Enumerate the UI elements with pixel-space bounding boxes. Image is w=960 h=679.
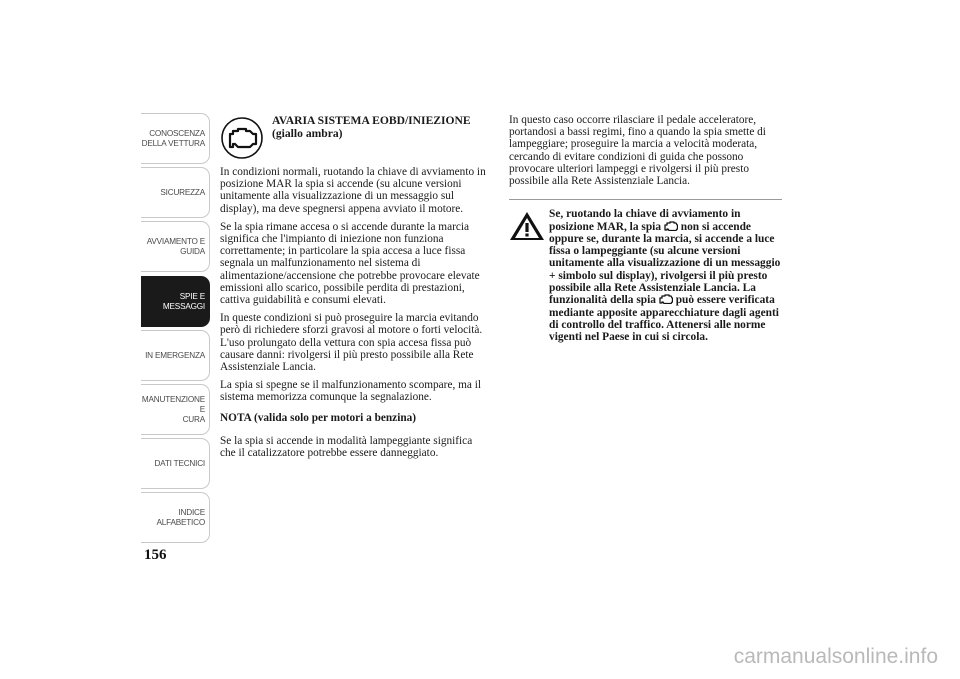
section-title bbox=[272, 114, 490, 140]
tab-sicurezza[interactable]: SICUREZZA bbox=[141, 167, 210, 218]
warning-text: Se, ruotando la chiave di avviamento in posizione MAR, la spia non si accende oppure se, durante la marcia, si accende a luce fissa o lampeggiante (su alcune versioni unitamente alla visualizzazione di un messaggio + simbolo sul display), rivolgersi il più presto possibile alla Rete Assistenziale Lancia. La funzionalità della spia può essere verificata mediante apposite apparecchiature dagli agenti di controllo del traffico. Attenersi alle norme vigenti nel Paese in cui si circola. bbox=[549, 208, 781, 344]
tab-manutenzione-e-cura[interactable]: MANUTENZIONE E CURA bbox=[141, 384, 210, 435]
paragraph: Se la spia rimane accesa o si accende durante la marcia significa che l'impianto di iniezione non funziona correttamente; in particolare la spia accesa a luce fissa segnala un malfunzionamento nel sistema di alimentazione/accensione che potrebbe provocare elevate emissioni allo scarico, possibile perdita di prestazioni, cattiva guidabilità e consumi elevati. bbox=[220, 220, 480, 307]
note-text: Se la spia si accende in modalità lampeggiante significa che il catalizzatore potrebbe essere danneggiato. bbox=[220, 435, 473, 460]
tab-indice-alfabetico[interactable]: INDICE ALFABETICO bbox=[141, 492, 210, 543]
tab-conoscenza-della-vettura[interactable]: CONOSCENZA DELLA VETTURA bbox=[141, 113, 210, 164]
divider bbox=[509, 199, 782, 200]
tab-in-emergenza[interactable]: IN EMERGENZA bbox=[141, 330, 210, 381]
paragraph: In condizioni normali, ruotando la chiave di avviamento in posizione MAR la spia si accende (su alcune versioni unitamente alla visualizzazione di un messaggio sul display), ma deve spegnersi appena avviato il motore. bbox=[220, 166, 486, 215]
paragraph: In queste condizioni si può proseguire la marcia evitando però di richiedere sforzi gravosi al motore o forti velocità. L'uso prolungato della vettura con spia accesa fissa può causare danni: rivolgersi il più presto possibile alla Rete Assistenziale Lancia. bbox=[220, 312, 483, 374]
warning-triangle-icon bbox=[509, 211, 545, 241]
paragraph: La spia si spegne se il malfunzionamento scompare, ma il sistema memorizza comunque la segnalazione. bbox=[220, 379, 482, 404]
tab-dati-tecnici[interactable]: DATI TECNICI bbox=[141, 438, 210, 489]
tab-avviamento-e-guida[interactable]: AVVIAMENTO E GUIDA bbox=[141, 221, 210, 272]
left-column bbox=[220, 114, 490, 460]
engine-check-icon bbox=[659, 294, 673, 304]
title-text: AVARIA SISTEMA EOBD/INIEZIONE bbox=[272, 114, 471, 127]
watermark: carmanualsonline.info bbox=[733, 645, 938, 668]
title-subtitle: (giallo ambra) bbox=[272, 127, 343, 140]
paragraph: In questo caso occorre rilasciare il pedale acceleratore, portandosi a bassi regimi, fino a quando la spia smette di lampeggiare; proseguire la marcia a velocità moderata, cercando di evitare condizioni di guida che possono provocare ulteriori lampeggi e rivolgersi il più presto possibile alla Rete Assistenziale Lancia. bbox=[509, 114, 766, 188]
tab-spie-e-messaggi[interactable]: SPIE E MESSAGGI bbox=[141, 276, 210, 327]
right-column bbox=[509, 114, 783, 343]
engine-check-icon bbox=[220, 116, 264, 160]
engine-check-icon bbox=[664, 221, 678, 231]
page-number: 156 bbox=[144, 547, 167, 563]
warning-box bbox=[509, 208, 783, 343]
note-title: NOTA (valida solo per motori a benzina) bbox=[220, 411, 417, 424]
